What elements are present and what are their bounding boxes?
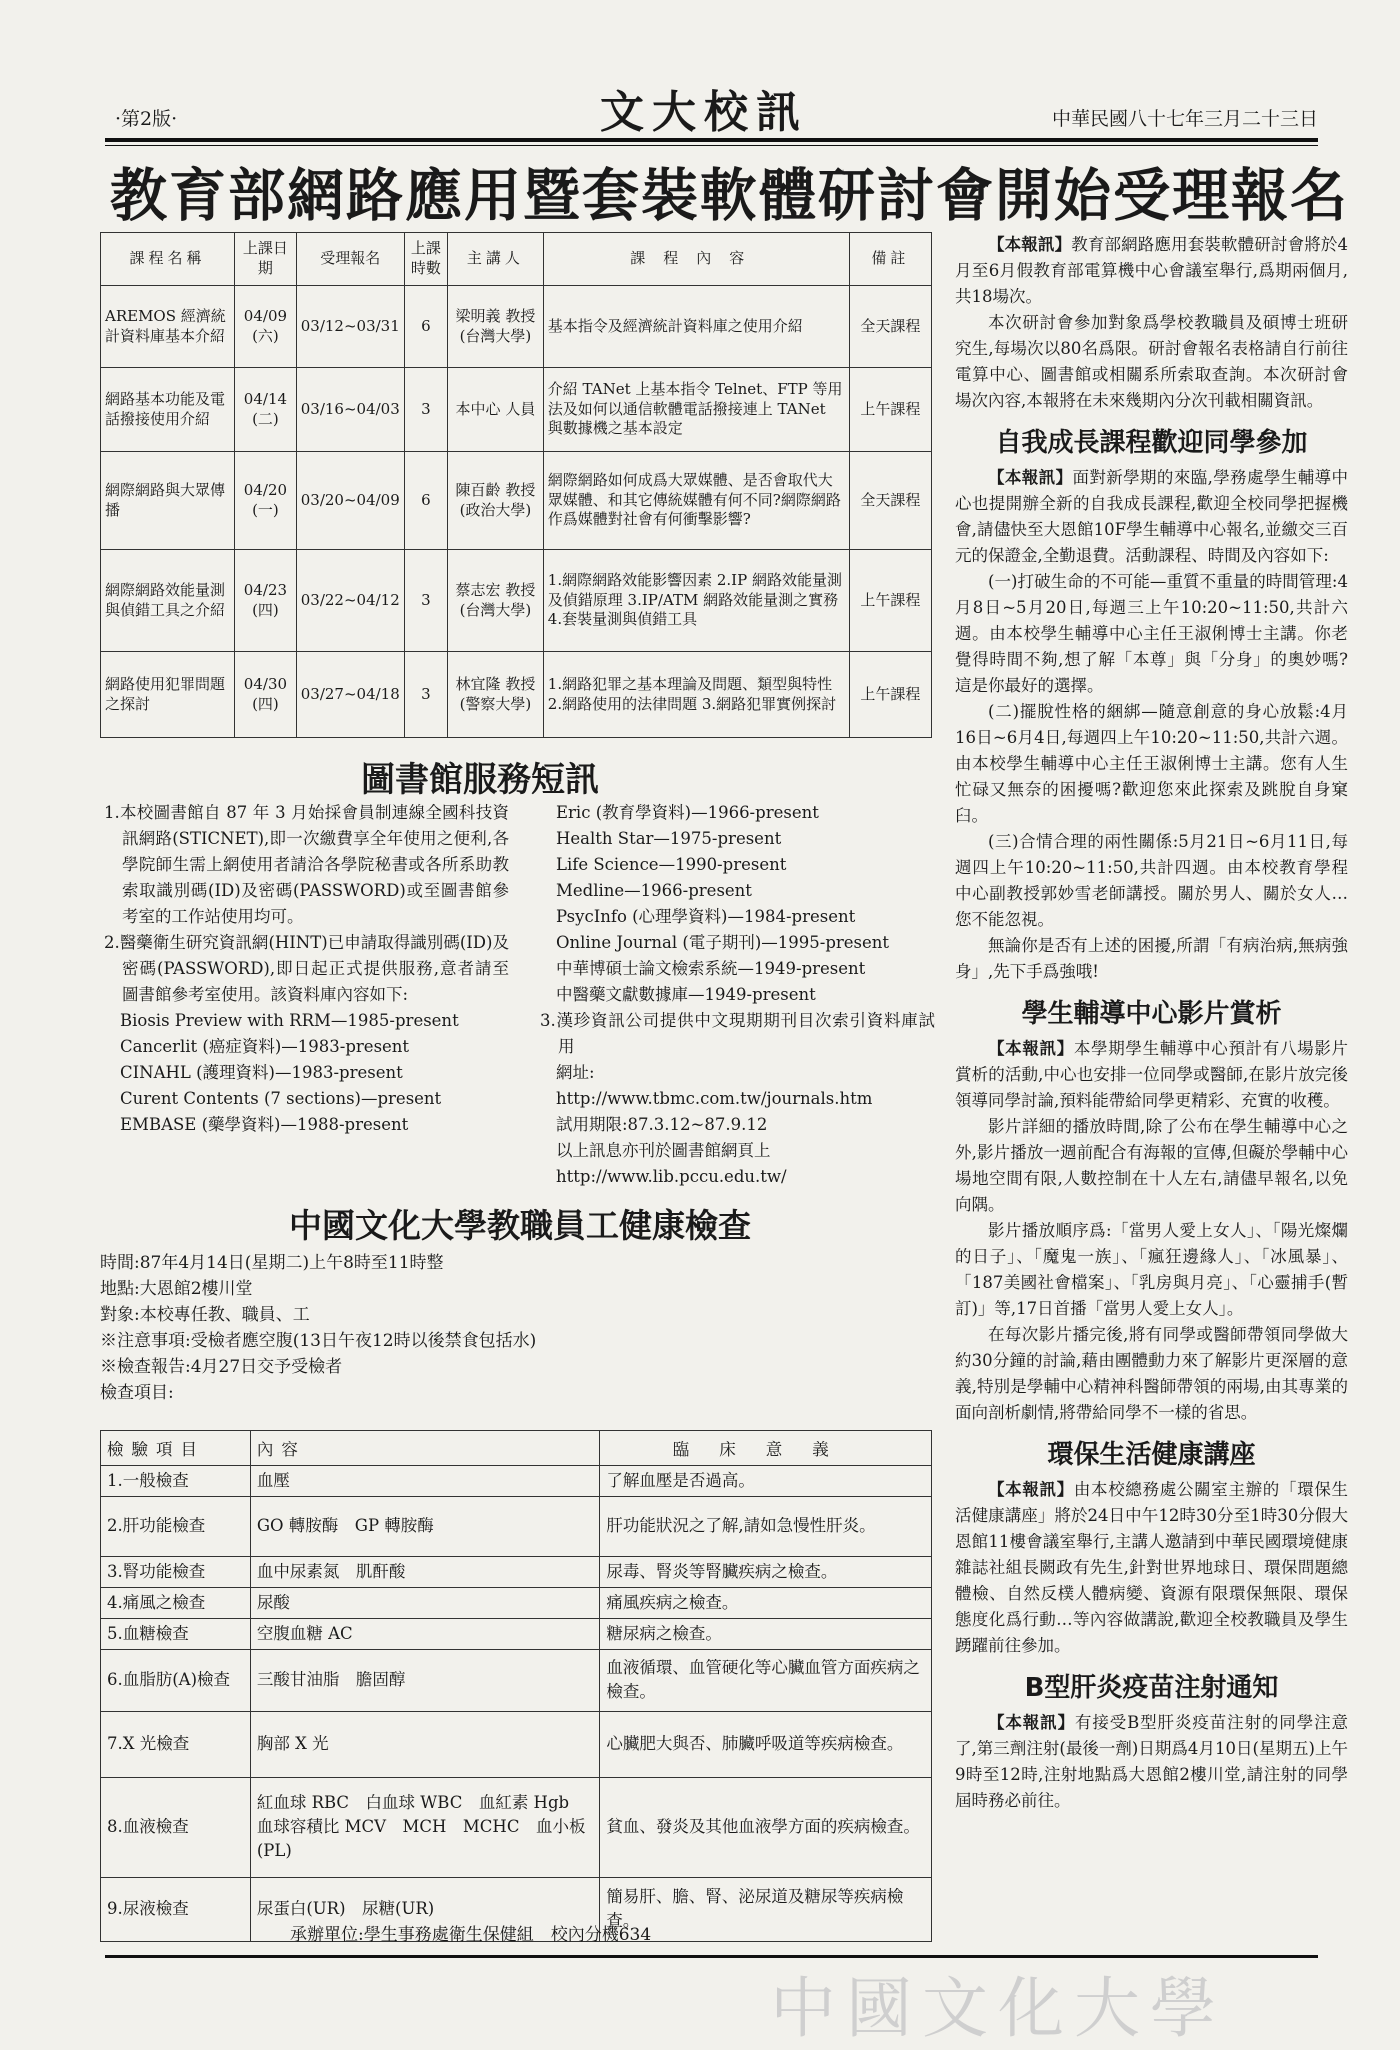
course-date: 04/23 (四) [235, 550, 297, 652]
th-speaker: 主講人 [448, 233, 544, 286]
db-entry: CINAHL (護理資料)—1983-present [120, 1063, 403, 1082]
exam-table-header [101, 1431, 932, 1466]
db-entry: Health Star—1975-present [556, 829, 782, 848]
exam-item: 6.血脂肪(A)檢查 [101, 1649, 251, 1711]
exam-content: 尿蛋白(UR) 尿糖(UR) [250, 1877, 600, 1941]
table-row [101, 652, 932, 738]
newspaper-title: 文大校訊 [600, 87, 808, 138]
course-hours: 6 [404, 286, 447, 368]
exam-content: GO 轉胺酶 GP 轉胺酶 [250, 1496, 600, 1556]
env-title: 環保生活健康講座 [1047, 1440, 1256, 1470]
exam-item: 1.一般檢查 [101, 1466, 251, 1497]
exam-meaning: 貧血、發炎及其他血液學方面的疾病檢查。 [600, 1777, 932, 1877]
course-content: 網際網路如何成爲大眾媒體、是否會取代大眾媒體、和其它傳統媒體有何不同?網際網路作爲媒體對社會有何衝擊影響? [543, 452, 849, 550]
health-items-label: 檢查項目: [100, 1383, 174, 1403]
news-tag: 【本報訊】 [988, 1039, 1074, 1058]
db-entry: Cancerlit (癌症資料)—1983-present [120, 1037, 410, 1056]
growth-text: 面對新學期的來臨,學務處學生輔導中心也提開辦全新的自我成長課程,歡迎全校同學把握機會,請儘快至大恩館10F學生輔導中心報名,並繳交三百元的保證金,全勤退費。活動課程、時間及內容如下: [955, 468, 1348, 565]
film-paragraph-3: 影片播放順序爲:「當男人愛上女人」、「陽光燦爛的日子」、「魔鬼一族」、「瘋狂邊緣人」、「冰風暴」、「187美國社會檔案」、「乳房與月亮」、「心靈捕手(暫訂)」等,17日首播「當男人愛上女人」。 [955, 1221, 1348, 1318]
health-note: ※注意事項:受檢者應空腹(13日午夜12時以後禁食包括水) [100, 1331, 537, 1351]
growth-paragraph-1 [955, 465, 1348, 569]
organizer-note: 承辦單位:學生事務處衛生保健組 校內分機634 [290, 1925, 652, 1945]
table-row [101, 1649, 932, 1711]
film-paragraph-2: 影片詳細的播放時間,除了公布在學生輔導中心之外,影片播放一週前配合有海報的宣傳,但礙於學輔中心場地空間有限,人數控制在十人左右,請儘早報名,以免向隅。 [955, 1117, 1348, 1214]
th-exam-item: 檢驗項目 [101, 1431, 251, 1466]
library-title: 圖書館服務短訊 [361, 760, 599, 800]
th-hours: 上課時數 [404, 233, 447, 286]
growth-paragraph-2: (一)打破生命的不可能—重質不重量的時間管理:4月8日~5月20日,每週三上午10:20~11:50,共計六週。由本校學生輔導中心主任王淑俐博士主講。你老覺得時間不夠,想了解「本尊」與「分身」的奧妙嗎?這是你最好的選擇。 [955, 572, 1348, 695]
course-content: 介紹 TANet 上基本指令 Telnet、FTP 等用法及如何以通信軟體電話撥接連上 TANet 與數據機之基本設定 [543, 368, 849, 452]
library-item-1: 1.本校圖書館自 87 年 3 月始採會員制連線全國科技資訊網路(STICNET),即一次繳費享全年使用之便利,各學院師生需上網使用者請洽各學院秘書或各所系助教索取識別碼(ID)及密碼(PASSWORD)或至圖書館參考室的工作站使用均可。 [104, 803, 509, 926]
exam-item: 5.血糖檢查 [101, 1618, 251, 1649]
film-paragraph-4: 在每次影片播完後,將有同學或醫師帶領同學做大約30分鐘的討論,藉由團體動力來了解影片更深層的意義,特別是學輔中心精神科醫師帶領的兩場,由其專業的面向剖析劇情,將帶給同學不一樣的省思。 [955, 1325, 1348, 1422]
edition-label: ·第2版· [115, 108, 178, 130]
course-date: 04/09 (六) [235, 286, 297, 368]
table-row [101, 1466, 932, 1497]
course-date: 04/20 (一) [235, 452, 297, 550]
course-speaker: 林宜隆 教授 (警察大學) [448, 652, 544, 738]
course-name: 網路基本功能及電話撥接使用介紹 [101, 368, 235, 452]
course-hours: 3 [404, 368, 447, 452]
health-report: ※檢查報告:4月27日交予受檢者 [100, 1357, 343, 1377]
course-signup: 03/12~03/31 [296, 286, 404, 368]
issue-date: 中華民國八十七年三月二十三日 [1051, 108, 1318, 130]
exam-meaning: 肝功能狀況之了解,請如急慢性肝炎。 [600, 1496, 932, 1556]
db-entry: Life Science—1990-present [556, 855, 787, 874]
library-item-3: 3.漢珍資訊公司提供中文現期期刊目次索引資料庫試用 [540, 1011, 935, 1056]
exam-meaning: 了解血壓是否過高。 [600, 1466, 932, 1497]
exam-content: 空腹血糖 AC [250, 1618, 600, 1649]
hep-paragraph [955, 1710, 1348, 1814]
table-row [101, 1711, 932, 1777]
health-info [100, 1250, 940, 1406]
header-rule [105, 138, 1318, 142]
table-row [101, 1777, 932, 1877]
library-item-2: 2.醫藥衛生研究資訊網(HINT)已申請取得識別碼(ID)及密碼(PASSWORD),即日起正式提供服務,意者請至圖書館參考室使用。該資料庫內容如下: [104, 933, 509, 1004]
th-exam-meaning: 臨床意義 [600, 1431, 932, 1466]
table-row [101, 1556, 932, 1587]
course-note: 上午課程 [849, 652, 931, 738]
trial-period: 試用期限:87.3.12~87.9.12 [556, 1115, 768, 1134]
course-name: 網際網路與大眾傳播 [101, 452, 235, 550]
course-name: 網際網路效能量測與偵錯工具之介紹 [101, 550, 235, 652]
course-note: 全天課程 [849, 286, 931, 368]
news-tag: 【本報訊】 [988, 235, 1072, 254]
library-left-column [104, 800, 509, 1138]
db-entry: Biosis Preview with RRM—1985-present [120, 1011, 459, 1030]
course-signup: 03/16~04/03 [296, 368, 404, 452]
main-headline: 教育部網路應用暨套裝軟體研討會開始受理報名 [110, 163, 1349, 229]
film-text: 本學期學生輔導中心預計有八場影片賞析的活動,中心也安排一位同學或醫師,在影片放完後領導同學討論,預料能帶給同學更精彩、充實的收穫。 [955, 1039, 1349, 1110]
table-row [101, 286, 932, 368]
exam-item: 8.血液檢查 [101, 1777, 251, 1877]
news-tag: 【本報訊】 [988, 1480, 1074, 1499]
exam-content: 紅血球 RBC 白血球 WBC 血紅素 Hgb 血球容積比 MCV MCH MCHC 血小板(PL) [250, 1777, 600, 1877]
health-time: 時間:87年4月14日(星期二)上午8時至11時整 [100, 1253, 444, 1273]
exam-content: 血壓 [250, 1466, 600, 1497]
exam-item: 2.肝功能檢查 [101, 1496, 251, 1556]
exam-meaning: 血液循環、血管硬化等心臟血管方面疾病之檢查。 [600, 1649, 932, 1711]
university-watermark: 中國文化大學 [770, 1970, 1226, 2047]
health-target: 對象:本校專任教、職員、工 [100, 1305, 310, 1325]
exam-table [100, 1430, 932, 1942]
exam-content: 胸部 X 光 [250, 1711, 600, 1777]
course-date: 04/30 (四) [235, 652, 297, 738]
course-hours: 6 [404, 452, 447, 550]
course-hours: 3 [404, 652, 447, 738]
exam-meaning: 簡易肝、膽、腎、泌尿道及糖尿等疾病檢查。 [600, 1877, 932, 1941]
growth-paragraph-5: 無論你是否有上述的困擾,所謂「有病治病,無病強身」,先下手爲強哦! [955, 936, 1348, 981]
table-row [101, 550, 932, 652]
course-content: 1.網際網路效能影響因素 2.IP 網路效能量測及偵錯原理 3.IP/ATM 網路效能量測之實務 4.套裝量測與偵錯工具 [543, 550, 849, 652]
db-entry: Curent Contents (7 sections)—present [120, 1089, 442, 1108]
intro-paragraph-2: 本次研討會參加對象爲學校教職員及碩博士班研究生,每場次以80名爲限。研討會報名表格請自行前往電算中心、圖書館或相關系所索取查詢。本次研討會場次內容,本報將在未來幾期內分次刊載相關資訊。 [955, 313, 1348, 410]
course-speaker: 陳百齡 教授 (政治大學) [448, 452, 544, 550]
course-content: 1.網路犯罪之基本理論及問題、類型與特性 2.網路使用的法律問題 3.網路犯罪實例探討 [543, 652, 849, 738]
course-date: 04/14 (二) [235, 368, 297, 452]
course-note: 全天課程 [849, 452, 931, 550]
exam-item: 4.痛風之檢查 [101, 1587, 251, 1618]
course-table [100, 232, 932, 738]
growth-title: 自我成長課程歡迎同學參加 [995, 428, 1308, 458]
course-speaker: 本中心 人員 [448, 368, 544, 452]
film-title: 學生輔導中心影片賞析 [1021, 999, 1282, 1029]
also-published: 以上訊息亦刊於圖書館網頁上 [556, 1141, 771, 1160]
db-entry: PsycInfo (心理學資料)—1984-present [556, 907, 856, 926]
env-text: 由本校總務處公關室主辦的「環保生活健康講座」將於24日中午12時30分至1時30分假大恩館11樓會議室舉行,主講人邀請到中華民國環境健康雜誌社組長闕政有先生,針對世界地球日、環保問題總體檢、自然反樸人體病變、資源有限環保無限、環保態度化爲行動…等內容做講說,歡迎全校教職員及學生踴躍前往參加。 [955, 1480, 1349, 1655]
course-signup: 03/20~04/09 [296, 452, 404, 550]
hep-title: B型肝炎疫苗注射通知 [1024, 1673, 1279, 1703]
course-name: 網路使用犯罪問題之探討 [101, 652, 235, 738]
exam-meaning: 心臟肥大與否、肺臟呼吸道等疾病檢查。 [600, 1711, 932, 1777]
intro-text: 教育部網路應用套裝軟體研討會將於4月至6月假教育部電算機中心會議室舉行,爲期兩個月,共18場次。 [955, 235, 1349, 306]
journal-url[interactable]: http://www.tbmc.com.tw/journals.htm [556, 1089, 873, 1108]
library-right-column [540, 800, 935, 1190]
health-title: 中國文化大學教職員工健康檢查 [289, 1206, 751, 1245]
course-name: AREMOS 經濟統計資料庫基本介紹 [101, 286, 235, 368]
course-speaker: 梁明義 教授 (台灣大學) [448, 286, 544, 368]
exam-item: 7.X 光檢查 [101, 1711, 251, 1777]
db-entry: 中華博碩士論文檢索系統—1949-present [556, 959, 866, 978]
news-tag: 【本報訊】 [988, 468, 1073, 487]
db-entry: Eric (教育學資料)—1966-present [556, 803, 819, 822]
exam-content: 尿酸 [250, 1587, 600, 1618]
th-exam-content: 內容 [250, 1431, 600, 1466]
news-tag: 【本報訊】 [988, 1713, 1075, 1732]
table-row [101, 1496, 932, 1556]
course-table-header [101, 233, 932, 286]
exam-item: 3.腎功能檢查 [101, 1556, 251, 1587]
course-hours: 3 [404, 550, 447, 652]
course-note: 上午課程 [849, 550, 931, 652]
table-row [101, 452, 932, 550]
table-row [101, 1618, 932, 1649]
exam-item: 9.尿液檢查 [101, 1877, 251, 1941]
course-signup: 03/22~04/12 [296, 550, 404, 652]
db-entry: Online Journal (電子期刊)—1995-present [556, 933, 890, 952]
right-column [955, 232, 1348, 1814]
url-label: 網址: [556, 1063, 595, 1082]
header-rule-thin [105, 145, 1318, 146]
db-entry: EMBASE (藥學資料)—1988-present [120, 1115, 409, 1134]
course-content: 基本指令及經濟統計資料庫之使用介紹 [543, 286, 849, 368]
health-place: 地點:大恩館2樓川堂 [100, 1279, 253, 1299]
th-note: 備註 [849, 233, 931, 286]
growth-paragraph-4: (三)合情合理的兩性關係:5月21日~6月11日,每週四上午10:20~11:50,共計四週。由本校教育學程中心副教授郭妙雪老師講授。關於男人、關於女人…您不能忽視。 [955, 832, 1348, 929]
env-paragraph [955, 1477, 1348, 1659]
exam-meaning: 痛風疾病之檢查。 [600, 1587, 932, 1618]
db-entry: 中醫藥文獻數據庫—1949-present [556, 985, 816, 1004]
hep-text: 有接受B型肝炎疫苗注射的同學注意了,第三劑注射(最後一劑)日期爲4月10日(星期五)上午9時至12時,注射地點爲大恩館2樓川堂,請注射的同學屆時務必前往。 [955, 1713, 1348, 1810]
course-signup: 03/27~04/18 [296, 652, 404, 738]
th-content: 課程內容 [543, 233, 849, 286]
course-speaker: 蔡志宏 教授 (台灣大學) [448, 550, 544, 652]
table-row [101, 1587, 932, 1618]
th-date: 上課日期 [235, 233, 297, 286]
library-url[interactable]: http://www.lib.pccu.edu.tw/ [556, 1167, 787, 1186]
exam-content: 三酸甘油脂 膽固醇 [250, 1649, 600, 1711]
exam-content: 血中尿素氮 肌酐酸 [250, 1556, 600, 1587]
th-name: 課程名稱 [101, 233, 235, 286]
growth-paragraph-3: (二)擺脫性格的綑綁—隨意創意的身心放鬆:4月16日~6月4日,每週四上午10:20~11:50,共計六週。由本校學生輔導中心主任王淑俐博士主講。您有人生忙碌又無奈的困擾嗎?歡迎您來此探索及跳脫自身窠臼。 [955, 702, 1348, 825]
db-entry: Medline—1966-present [556, 881, 752, 900]
table-row [101, 368, 932, 452]
course-note: 上午課程 [849, 368, 931, 452]
intro-paragraph-1 [955, 232, 1348, 310]
exam-meaning: 尿毒、腎炎等腎臟疾病之檢查。 [600, 1556, 932, 1587]
film-paragraph-1 [955, 1036, 1348, 1114]
th-signup: 受理報名 [296, 233, 404, 286]
exam-meaning: 糖尿病之檢查。 [600, 1618, 932, 1649]
